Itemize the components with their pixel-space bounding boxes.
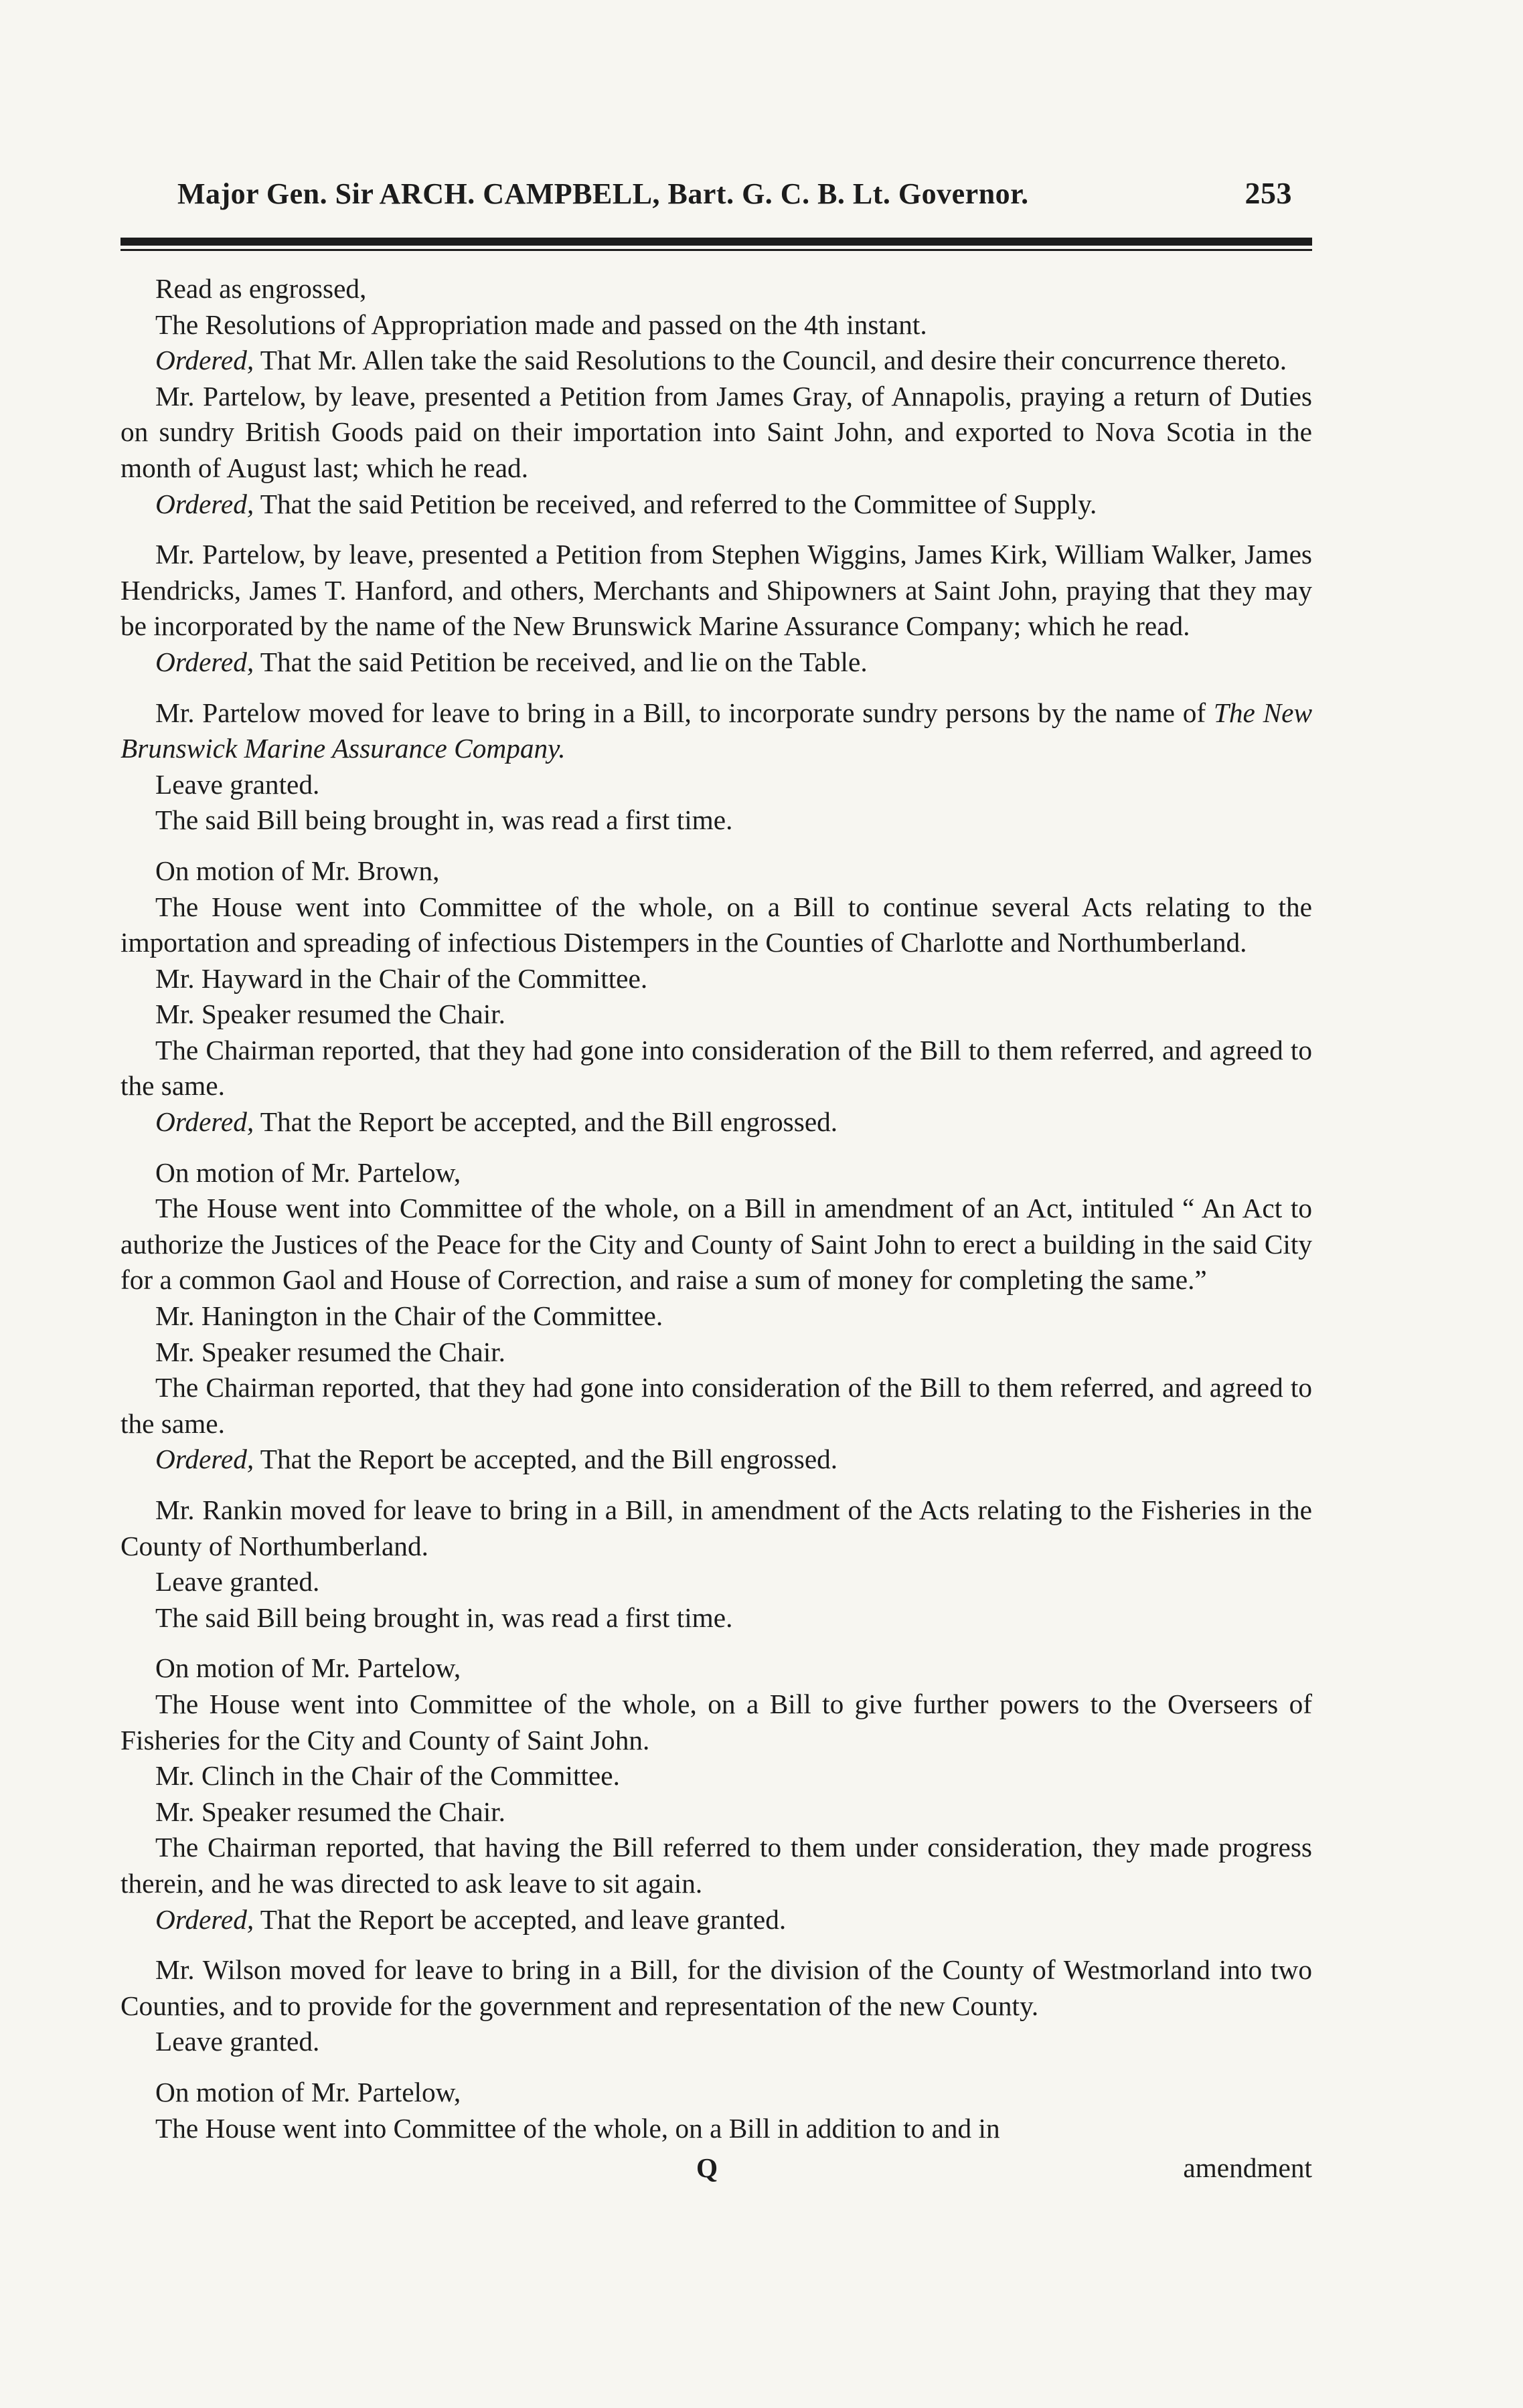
paragraph-text: Mr. Wilson moved for leave to bring in a Bill, for the division of the County of Westmorland into two Counties, and to provide for the government and representation of the new County. bbox=[121, 1954, 1312, 2021]
paragraph-text: That the said Petition be received, and referred to the Committee of Supply. bbox=[254, 488, 1097, 519]
ordered-lead: Ordered, bbox=[155, 345, 254, 376]
signature-mark: Q bbox=[696, 2152, 718, 2184]
paragraph-text: The House went into Committee of the whole, on a Bill to give further powers to the Overseers of Fisheries for the City and County of Saint John. bbox=[121, 1688, 1312, 1755]
journal-paragraph bbox=[121, 1830, 1312, 1901]
journal-paragraph bbox=[121, 1335, 1312, 1371]
paragraph-text: Mr. Partelow, by leave, presented a Petition from Stephen Wiggins, James Kirk, William Walker, James Hendricks, James T. Hanford, and others, Merchants and Shipowners at Saint John, praying that they may be incorporated by the name of the New Brunswick Marine Assurance Company; which he read. bbox=[121, 539, 1312, 642]
paragraph-text: Leave granted. bbox=[155, 2026, 320, 2057]
journal-paragraph bbox=[121, 853, 1312, 889]
paragraph-text: The Chairman reported, that having the Bill referred to them under consideration, they made progress therein, and he was directed to ask leave to sit again. bbox=[121, 1832, 1312, 1899]
paragraph-text: The House went into Committee of the whole, on a Bill to continue several Acts relating to the importation and spreading of infectious Distempers in the Counties of Charlotte and Northumberland. bbox=[121, 891, 1312, 958]
paragraph-text: That Mr. Allen take the said Resolutions to the Council, and desire their concurrence thereto. bbox=[254, 345, 1287, 376]
paragraph-text: Mr. Hayward in the Chair of the Committee. bbox=[155, 962, 648, 994]
journal-paragraph bbox=[121, 2024, 1312, 2060]
journal-paragraph bbox=[121, 1650, 1312, 1687]
journal-paragraph bbox=[121, 695, 1312, 767]
paragraph-text: Mr. Speaker resumed the Chair. bbox=[155, 1796, 505, 1827]
paragraph-text: The Chairman reported, that they had gone into consideration of the Bill to them referred, and agreed to the same. bbox=[121, 1034, 1312, 1102]
company-name: The New Brunswick Marine Assurance Company. bbox=[121, 697, 1312, 764]
journal-paragraph bbox=[121, 1600, 1312, 1636]
paragraph-text: Mr. Rankin moved for leave to bring in a Bill, in amendment of the Acts relating to the Fisheries in the County of Northumberland. bbox=[121, 1494, 1312, 1561]
journal-paragraph bbox=[121, 1442, 1312, 1478]
paragraph-text: On motion of Mr. Partelow, bbox=[155, 2076, 461, 2108]
journal-paragraph bbox=[121, 1794, 1312, 1830]
journal-paragraph bbox=[121, 1298, 1312, 1335]
journal-paragraph bbox=[121, 1758, 1312, 1794]
page bbox=[121, 175, 1312, 2184]
paragraph-text: That the Report be accepted, and the Bill engrossed. bbox=[254, 1106, 838, 1138]
ordered-lead: Ordered, bbox=[155, 1903, 254, 1935]
paragraph-text: Mr. Partelow, by leave, presented a Petition from James Gray, of Annapolis, praying a return of Duties on sundry British Goods paid on their importation into Saint John, and exported to Nova Scotia in the month of August last; which he read. bbox=[121, 380, 1312, 483]
journal-paragraph bbox=[121, 343, 1312, 379]
journal-paragraph bbox=[121, 767, 1312, 803]
journal-paragraph bbox=[121, 1155, 1312, 1191]
journal-paragraph bbox=[121, 307, 1312, 343]
journal-paragraph bbox=[121, 1104, 1312, 1140]
ordered-lead: Ordered, bbox=[155, 646, 254, 677]
ordered-lead: Ordered, bbox=[155, 1444, 254, 1475]
ordered-lead: Ordered, bbox=[155, 1106, 254, 1138]
paragraph-text: The said Bill being brought in, was read a first time. bbox=[155, 1602, 733, 1633]
running-header bbox=[121, 175, 1312, 211]
paragraph-text: The Resolutions of Appropriation made and passed on the 4th instant. bbox=[155, 309, 927, 340]
journal-body bbox=[121, 271, 1312, 2146]
paragraph-text: The Chairman reported, that they had gone into consideration of the Bill to them referred, and agreed to the same. bbox=[121, 1372, 1312, 1439]
journal-paragraph bbox=[121, 537, 1312, 644]
paragraph-text: Mr. Partelow moved for leave to bring in a Bill, to incorporate sundry persons by the name of bbox=[155, 697, 1214, 728]
journal-paragraph bbox=[121, 1902, 1312, 1938]
ordered-lead: Ordered, bbox=[155, 488, 254, 519]
paragraph-text: The House went into Committee of the whole, on a Bill in amendment of an Act, intituled “ An Act to authorize the Justices of the Peace for the City and County of Saint John to erect a building in the said City for a common Gaol and House of Correction, and raise a sum of money for completing the same.” bbox=[121, 1193, 1312, 1296]
catchword: amendment bbox=[1183, 2152, 1312, 2184]
journal-paragraph bbox=[121, 271, 1312, 307]
journal-paragraph bbox=[121, 1370, 1312, 1442]
journal-paragraph bbox=[121, 2075, 1312, 2111]
paragraph-text: On motion of Mr. Brown, bbox=[155, 855, 440, 886]
journal-paragraph bbox=[121, 1492, 1312, 1564]
paragraph-text: The said Bill being brought in, was read a first time. bbox=[155, 804, 733, 836]
paragraph-text: That the Report be accepted, and the Bill engrossed. bbox=[254, 1444, 838, 1475]
journal-paragraph bbox=[121, 997, 1312, 1033]
journal-paragraph bbox=[121, 644, 1312, 681]
paragraph-text: That the Report be accepted, and leave granted. bbox=[254, 1903, 787, 1935]
paragraph-text: Mr. Hanington in the Chair of the Committee. bbox=[155, 1300, 663, 1332]
journal-paragraph bbox=[121, 1952, 1312, 2024]
journal-paragraph bbox=[121, 2111, 1312, 2147]
page-footer bbox=[121, 2152, 1312, 2184]
journal-paragraph bbox=[121, 802, 1312, 839]
running-title: Major Gen. Sir ARCH. CAMPBELL, Bart. G. C. B. Lt. Governor. bbox=[177, 177, 1029, 210]
journal-paragraph bbox=[121, 889, 1312, 961]
journal-paragraph bbox=[121, 1033, 1312, 1104]
paragraph-text: Mr. Speaker resumed the Chair. bbox=[155, 999, 505, 1030]
paragraph-text: The House went into Committee of the whole, on a Bill in addition to and in bbox=[155, 2112, 1000, 2144]
journal-paragraph bbox=[121, 1687, 1312, 1758]
paragraph-text: Leave granted. bbox=[155, 768, 320, 800]
paragraph-text: On motion of Mr. Partelow, bbox=[155, 1156, 461, 1188]
paragraph-text: Read as engrossed, bbox=[155, 273, 367, 304]
journal-paragraph bbox=[121, 961, 1312, 997]
journal-paragraph bbox=[121, 487, 1312, 523]
journal-paragraph bbox=[121, 1564, 1312, 1600]
paragraph-text: On motion of Mr. Partelow, bbox=[155, 1652, 461, 1684]
header-rule-thin bbox=[121, 249, 1312, 251]
paragraph-text: Mr. Speaker resumed the Chair. bbox=[155, 1336, 505, 1367]
header-rule-thick bbox=[121, 238, 1312, 246]
paragraph-text: Leave granted. bbox=[155, 1566, 320, 1598]
page-number: 253 bbox=[1245, 176, 1292, 210]
journal-paragraph bbox=[121, 1191, 1312, 1298]
paragraph-text: That the said Petition be received, and lie on the Table. bbox=[254, 646, 868, 677]
paragraph-text: Mr. Clinch in the Chair of the Committee. bbox=[155, 1760, 620, 1792]
journal-paragraph bbox=[121, 379, 1312, 487]
